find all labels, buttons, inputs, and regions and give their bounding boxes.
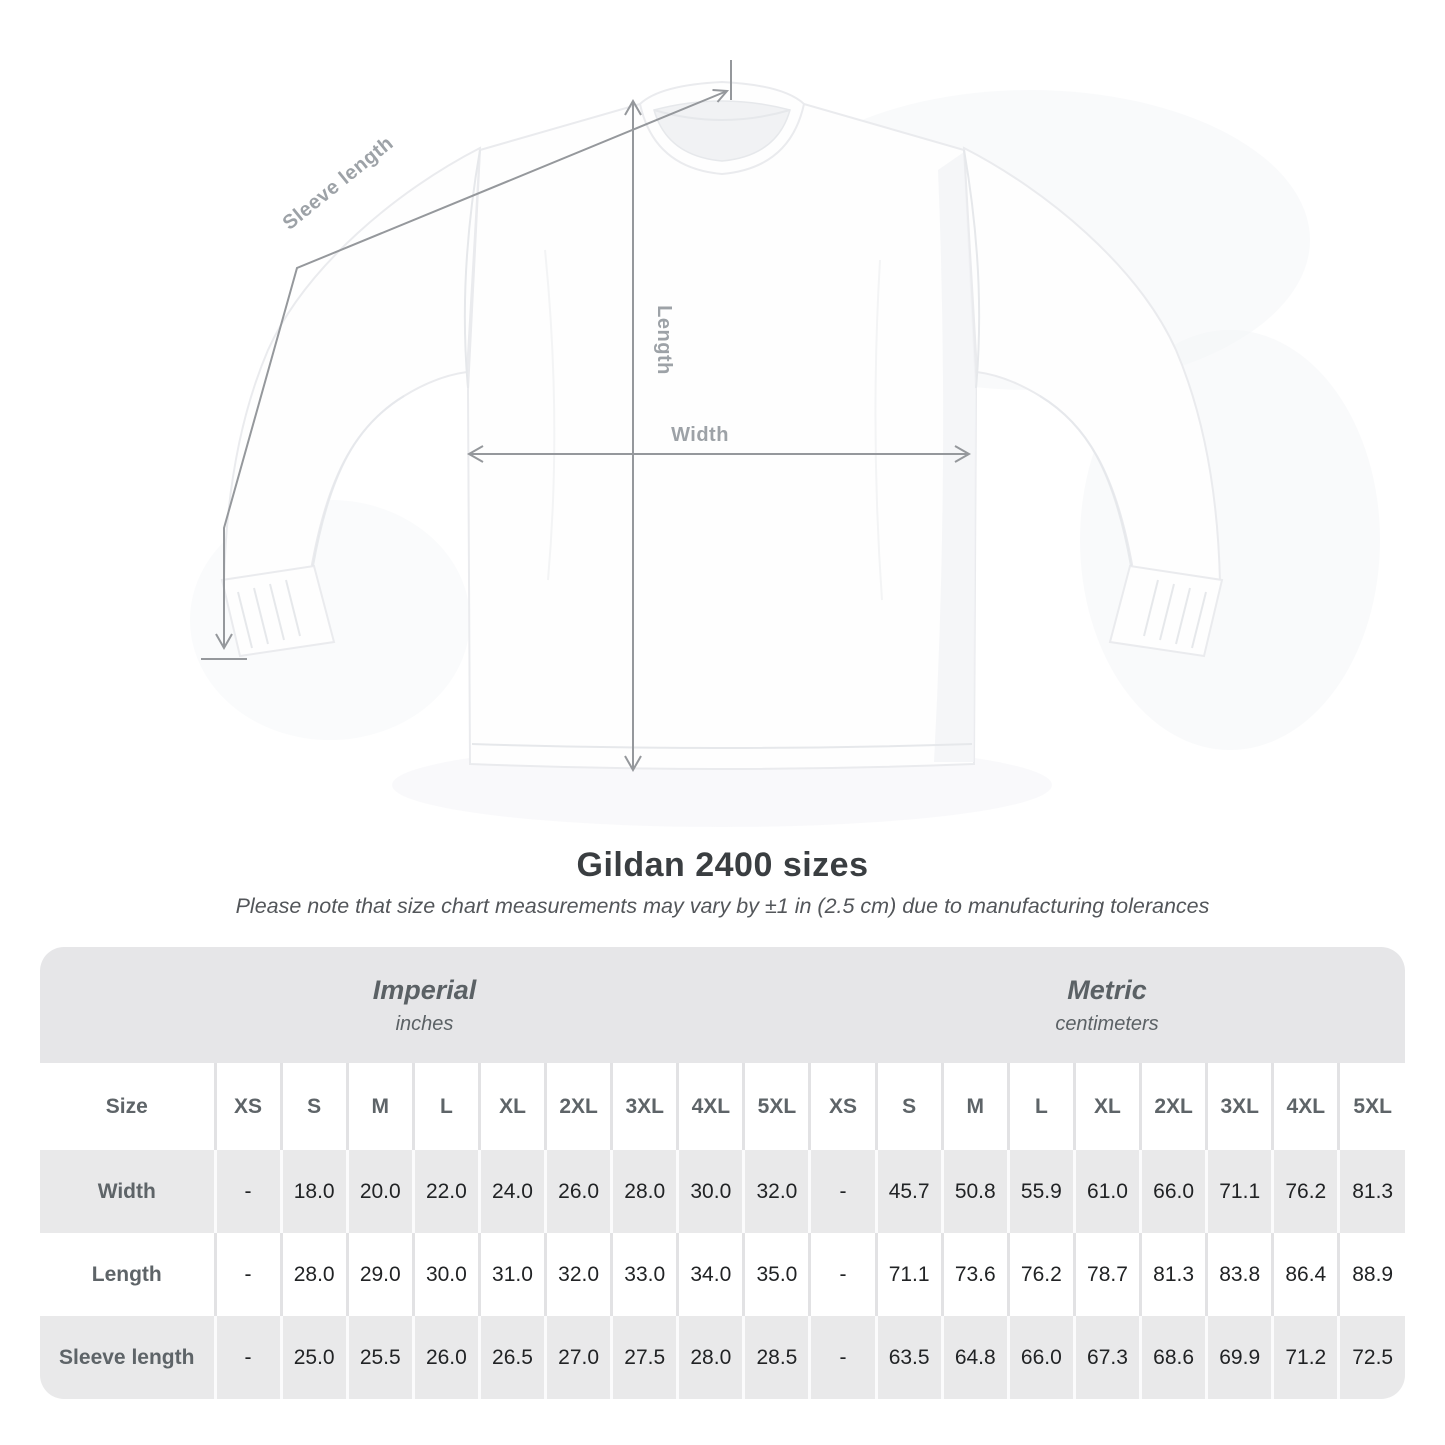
width-label: Width bbox=[671, 424, 729, 446]
value-cell: - bbox=[215, 1316, 281, 1399]
unit-system-header bbox=[40, 947, 1405, 1063]
tolerance-note: Please note that size chart measurements may vary by ±1 in (2.5 cm) due to manufacturing tolerances bbox=[235, 894, 1210, 918]
value-cell: 20.0 bbox=[347, 1150, 413, 1233]
value-cell: 81.3 bbox=[1141, 1233, 1207, 1316]
value-cell: 27.5 bbox=[612, 1316, 678, 1399]
value-cell: 78.7 bbox=[1074, 1233, 1140, 1316]
right-cuff bbox=[1110, 566, 1222, 656]
measurement-row bbox=[40, 1150, 1405, 1233]
size-col-header-metric: 3XL bbox=[1207, 1063, 1273, 1150]
value-cell: 76.2 bbox=[1008, 1233, 1074, 1316]
value-cell: 83.8 bbox=[1207, 1233, 1273, 1316]
value-cell: 63.5 bbox=[876, 1316, 942, 1399]
value-cell: 33.0 bbox=[612, 1233, 678, 1316]
size-col-header-imperial: XL bbox=[479, 1063, 545, 1150]
measurement-row bbox=[40, 1233, 1405, 1316]
metric-unit: centimeters bbox=[1055, 1012, 1159, 1035]
size-col-header-imperial: 4XL bbox=[678, 1063, 744, 1150]
value-cell: - bbox=[215, 1233, 281, 1316]
page-title: Gildan 2400 sizes bbox=[576, 846, 869, 884]
value-cell: 24.0 bbox=[479, 1150, 545, 1233]
value-cell: 55.9 bbox=[1008, 1150, 1074, 1233]
value-cell: 32.0 bbox=[546, 1233, 612, 1316]
value-cell: 30.0 bbox=[678, 1150, 744, 1233]
value-cell: 25.0 bbox=[281, 1316, 347, 1399]
size-table bbox=[40, 1063, 1405, 1399]
size-col-header-metric: XS bbox=[810, 1063, 876, 1150]
value-cell: 30.0 bbox=[413, 1233, 479, 1316]
size-col-header-imperial: M bbox=[347, 1063, 413, 1150]
value-cell: 28.5 bbox=[744, 1316, 810, 1399]
value-cell: 67.3 bbox=[1074, 1316, 1140, 1399]
value-cell: 34.0 bbox=[678, 1233, 744, 1316]
value-cell: - bbox=[810, 1316, 876, 1399]
value-cell: 31.0 bbox=[479, 1233, 545, 1316]
size-col-header-imperial: 3XL bbox=[612, 1063, 678, 1150]
value-cell: 66.0 bbox=[1008, 1316, 1074, 1399]
value-cell: 72.5 bbox=[1339, 1316, 1405, 1399]
value-cell: 66.0 bbox=[1141, 1150, 1207, 1233]
value-cell: 26.5 bbox=[479, 1316, 545, 1399]
value-cell: 69.9 bbox=[1207, 1316, 1273, 1399]
value-cell: 32.0 bbox=[744, 1150, 810, 1233]
imperial-header bbox=[40, 947, 809, 1063]
value-cell: 28.0 bbox=[612, 1150, 678, 1233]
value-cell: 64.8 bbox=[942, 1316, 1008, 1399]
value-cell: 28.0 bbox=[678, 1316, 744, 1399]
value-cell: 68.6 bbox=[1141, 1316, 1207, 1399]
value-cell: 27.0 bbox=[546, 1316, 612, 1399]
value-cell: - bbox=[810, 1150, 876, 1233]
size-col-header-metric: 5XL bbox=[1339, 1063, 1405, 1150]
length-label: Length bbox=[653, 305, 675, 375]
value-cell: 28.0 bbox=[281, 1233, 347, 1316]
row-label: Sleeve length bbox=[59, 1345, 195, 1369]
value-cell: - bbox=[810, 1233, 876, 1316]
size-col-header-imperial: 2XL bbox=[546, 1063, 612, 1150]
value-cell: 35.0 bbox=[744, 1233, 810, 1316]
value-cell: 25.5 bbox=[347, 1316, 413, 1399]
size-col-header-metric: L bbox=[1008, 1063, 1074, 1150]
value-cell: 50.8 bbox=[942, 1150, 1008, 1233]
value-cell: 22.0 bbox=[413, 1150, 479, 1233]
size-chart bbox=[40, 947, 1405, 1399]
value-cell: 73.6 bbox=[942, 1233, 1008, 1316]
value-cell: 26.0 bbox=[413, 1316, 479, 1399]
imperial-unit: inches bbox=[395, 1012, 454, 1035]
value-cell: 45.7 bbox=[876, 1150, 942, 1233]
value-cell: 86.4 bbox=[1273, 1233, 1339, 1316]
size-col-header-imperial: S bbox=[281, 1063, 347, 1150]
size-col-header-metric: 2XL bbox=[1141, 1063, 1207, 1150]
value-cell: 61.0 bbox=[1074, 1150, 1140, 1233]
size-col-header-metric: M bbox=[942, 1063, 1008, 1150]
size-col-header-metric: XL bbox=[1074, 1063, 1140, 1150]
size-col-header-metric: 4XL bbox=[1273, 1063, 1339, 1150]
metric-label: Metric bbox=[1067, 974, 1147, 1005]
measurement-row bbox=[40, 1316, 1405, 1399]
size-header-cell: Size bbox=[105, 1094, 148, 1118]
sleeve-length-label: Sleeve length bbox=[278, 132, 398, 235]
value-cell: 18.0 bbox=[281, 1150, 347, 1233]
value-cell: 76.2 bbox=[1273, 1150, 1339, 1233]
size-header-row bbox=[40, 1063, 1405, 1150]
value-cell: 71.1 bbox=[876, 1233, 942, 1316]
value-cell: 88.9 bbox=[1339, 1233, 1405, 1316]
value-cell: 71.1 bbox=[1207, 1150, 1273, 1233]
row-label: Width bbox=[97, 1179, 156, 1203]
size-col-header-imperial: XS bbox=[215, 1063, 281, 1150]
left-cuff bbox=[222, 566, 334, 656]
row-label: Length bbox=[91, 1262, 162, 1286]
value-cell: 81.3 bbox=[1339, 1150, 1405, 1233]
value-cell: - bbox=[215, 1150, 281, 1233]
size-col-header-metric: S bbox=[876, 1063, 942, 1150]
value-cell: 29.0 bbox=[347, 1233, 413, 1316]
size-col-header-imperial: L bbox=[413, 1063, 479, 1150]
imperial-label: Imperial bbox=[372, 974, 477, 1005]
size-col-header-imperial: 5XL bbox=[744, 1063, 810, 1150]
value-cell: 71.2 bbox=[1273, 1316, 1339, 1399]
metric-header bbox=[809, 947, 1405, 1063]
value-cell: 26.0 bbox=[546, 1150, 612, 1233]
